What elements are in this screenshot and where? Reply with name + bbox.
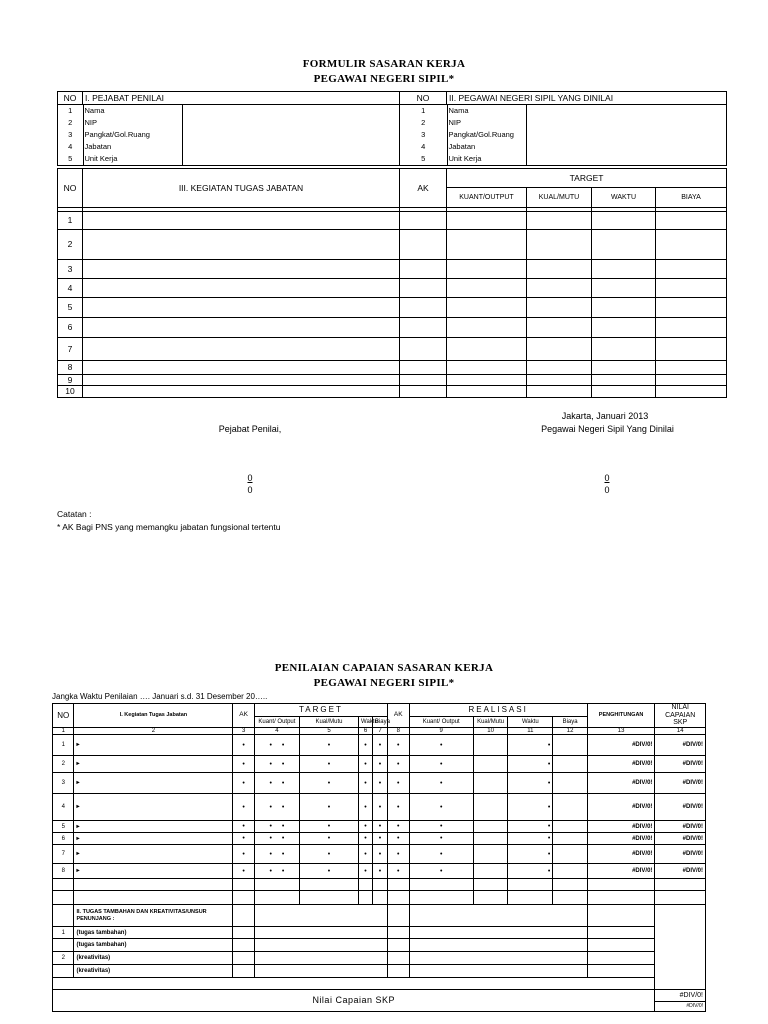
target-biaya-cell[interactable]	[372, 864, 387, 879]
target-waktu-cell[interactable]	[359, 845, 373, 864]
ak-cell[interactable]	[400, 230, 447, 260]
realisasi-waktu-cell[interactable]	[508, 794, 553, 821]
col-number: 11	[508, 728, 553, 735]
target-cell[interactable]	[592, 338, 656, 361]
target-cell[interactable]	[527, 375, 592, 386]
field-no: 2	[421, 118, 426, 128]
ak-cell[interactable]	[400, 361, 447, 375]
penghitungan-cell: #DIV/0!	[587, 773, 655, 794]
col-realisasi: REALISASI	[409, 704, 587, 717]
ak-cell[interactable]	[233, 845, 254, 864]
row-number	[53, 939, 74, 952]
col-no-right: NO	[400, 92, 447, 105]
target-biaya-cell[interactable]	[372, 735, 387, 756]
realisasi-waktu-cell[interactable]	[508, 833, 553, 845]
capaian-row	[53, 794, 706, 821]
realisasi-biaya-cell[interactable]	[553, 845, 587, 864]
activity-cell[interactable]: ▸	[74, 735, 233, 756]
target-kuant-cell[interactable]	[254, 845, 299, 864]
activity-cell[interactable]	[83, 338, 400, 361]
notes-line: * AK Bagi PNS yang memangku jabatan fungsional tertentu	[57, 522, 281, 532]
realisasi-kual-cell[interactable]	[473, 864, 507, 879]
realisasi-biaya-cell[interactable]	[553, 864, 587, 879]
ak-cell[interactable]	[400, 318, 447, 338]
realisasi-kual-cell[interactable]	[473, 821, 507, 833]
row-number: 3	[53, 773, 74, 794]
activity-cell[interactable]: ▸	[74, 821, 233, 833]
capaian-row	[53, 845, 706, 864]
realisasi-waktu-cell[interactable]	[508, 821, 553, 833]
target-cell[interactable]	[447, 386, 527, 398]
target-cell[interactable]	[656, 212, 727, 230]
ak-cell[interactable]	[400, 260, 447, 279]
target-cell[interactable]	[656, 279, 727, 298]
extra-target-cell[interactable]	[254, 939, 387, 952]
realisasi-kuant-cell[interactable]	[409, 864, 473, 879]
target-cell[interactable]	[447, 318, 527, 338]
pejabat-penilai-name: 0	[247, 473, 253, 483]
extra-target-cell[interactable]	[254, 965, 387, 978]
pns-dinilai-nip: 0	[604, 485, 610, 495]
realisasi-kual-cell[interactable]	[473, 833, 507, 845]
target-kuant-cell[interactable]	[254, 756, 299, 773]
kreativitas-label: (kreativitas)	[74, 952, 233, 965]
target-waktu-cell[interactable]	[359, 735, 373, 756]
section-tugas-tambahan: II. TUGAS TAMBAHAN DAN KREATIVITAS/UNSUR PENUNJANG :	[74, 905, 233, 927]
row-number: 2	[58, 230, 83, 260]
penghitungan-cell: #DIV/0!	[587, 833, 655, 845]
target-cell[interactable]	[592, 212, 656, 230]
ak-cell[interactable]	[400, 338, 447, 361]
realisasi-kuant-cell[interactable]	[409, 773, 473, 794]
ak-realisasi-cell[interactable]	[388, 845, 409, 864]
col-number: 12	[553, 728, 587, 735]
row-number: 9	[58, 375, 83, 386]
target-waktu-cell[interactable]	[359, 833, 373, 845]
realisasi-biaya-cell[interactable]	[553, 794, 587, 821]
capaian-row	[53, 864, 706, 879]
target-biaya: Biaya	[372, 716, 387, 727]
ak-realisasi-cell[interactable]	[388, 735, 409, 756]
activity-cell[interactable]: ▸	[74, 833, 233, 845]
realisasi-waktu-cell[interactable]	[508, 735, 553, 756]
col-number: 3	[233, 728, 254, 735]
ak-cell[interactable]	[233, 735, 254, 756]
row-number: 3	[58, 260, 83, 279]
realisasi-kual-cell[interactable]	[473, 773, 507, 794]
field-no: 3	[68, 130, 73, 140]
col-kegiatan: III. KEGIATAN TUGAS JABATAN	[83, 169, 400, 208]
kreativitas-label: (kreativitas)	[74, 965, 233, 978]
col-kual-mutu: KUAL/MUTU	[527, 188, 592, 208]
activity-cell[interactable]	[74, 891, 233, 905]
row-number: 5	[58, 298, 83, 318]
target-kual-cell[interactable]	[299, 735, 358, 756]
target-kual-cell[interactable]	[299, 756, 358, 773]
col-no: NO	[58, 169, 83, 208]
col-number: 6	[359, 728, 373, 735]
extra-target-cell[interactable]	[254, 952, 387, 965]
target-biaya-cell[interactable]	[372, 821, 387, 833]
realisasi-kual-cell[interactable]	[473, 735, 507, 756]
pejabat-penilai-nip: 0	[247, 485, 253, 495]
row-number	[53, 965, 74, 978]
target-cell[interactable]	[447, 361, 527, 375]
field-label-pangkat: Pangkat/Gol.Ruang	[83, 129, 182, 141]
capaian-row	[53, 773, 706, 794]
row-number: 6	[53, 833, 74, 845]
field-no: 4	[68, 142, 73, 152]
col-ak: AK	[400, 169, 447, 208]
nilai-cell: #DIV/0!	[655, 845, 706, 864]
ak-cell[interactable]	[400, 298, 447, 318]
row-number: 1	[58, 212, 83, 230]
capaian-row	[53, 735, 706, 756]
form2-title-line2: PEGAWAI NEGERI SIPIL*	[313, 677, 455, 689]
nilai-cell: #DIV/0!	[655, 756, 706, 773]
realisasi-kuant: Kuant/ Output	[409, 716, 473, 727]
activity-cell[interactable]: ▸	[74, 864, 233, 879]
realisasi-kuant-cell[interactable]	[409, 756, 473, 773]
target-cell[interactable]	[656, 386, 727, 398]
ak-cell[interactable]	[233, 773, 254, 794]
col-number: 9	[409, 728, 473, 735]
target-kuant-cell[interactable]	[254, 794, 299, 821]
row-number: 1	[53, 927, 74, 939]
target-waktu-cell[interactable]	[359, 864, 373, 879]
row-number: 7	[58, 338, 83, 361]
section-pejabat-penilai: I. PEJABAT PENILAI	[83, 92, 400, 105]
nilai-capaian-subvalue: #DIV/0!	[655, 1002, 706, 1012]
target-cell[interactable]	[656, 361, 727, 375]
form1-title-line2: PEGAWAI NEGERI SIPIL*	[313, 73, 455, 85]
activity-cell[interactable]	[83, 375, 400, 386]
nilai-capaian-value: #DIV/0!	[655, 990, 706, 1002]
activity-cell[interactable]: ▸	[74, 845, 233, 864]
row-number: 2	[53, 952, 74, 965]
target-cell[interactable]	[527, 338, 592, 361]
target-kual: Kual/Mutu	[299, 716, 358, 727]
target-waktu-cell[interactable]	[359, 794, 373, 821]
target-cell[interactable]	[527, 298, 592, 318]
ak-realisasi-cell[interactable]	[388, 864, 409, 879]
penghitungan-cell: #DIV/0!	[587, 845, 655, 864]
field-label-jabatan: Jabatan	[83, 141, 182, 153]
capaian-row	[53, 756, 706, 773]
realisasi-biaya-cell[interactable]	[553, 821, 587, 833]
ak-cell[interactable]	[233, 833, 254, 845]
target-biaya-cell[interactable]	[372, 756, 387, 773]
extra-realisasi-cell[interactable]	[409, 927, 587, 939]
realisasi-waktu: Waktu	[508, 716, 553, 727]
target-cell[interactable]	[656, 338, 727, 361]
target-cell[interactable]	[447, 260, 527, 279]
col-waktu: WAKTU	[592, 188, 656, 208]
target-kual-cell[interactable]	[299, 821, 358, 833]
target-waktu-cell[interactable]	[359, 821, 373, 833]
target-kual-cell[interactable]	[299, 864, 358, 879]
nilai-cell: #DIV/0!	[655, 794, 706, 821]
nilai-cell: #DIV/0!	[655, 821, 706, 833]
target-cell[interactable]	[592, 375, 656, 386]
field-no: 4	[421, 142, 426, 152]
field-label-jabatan: Jabatan	[447, 141, 526, 153]
target-cell[interactable]	[527, 230, 592, 260]
ak-cell[interactable]	[400, 386, 447, 398]
target-cell[interactable]	[656, 375, 727, 386]
target-cell[interactable]	[527, 361, 592, 375]
target-cell[interactable]	[592, 318, 656, 338]
realisasi-kual: Kual/Mutu	[473, 716, 507, 727]
activity-cell[interactable]	[83, 386, 400, 398]
realisasi-waktu-cell[interactable]	[508, 756, 553, 773]
pns-dinilai-title: Pegawai Negeri Sipil Yang Dinilai	[541, 424, 674, 434]
field-label-nip: NIP	[83, 117, 182, 129]
field-label-nip: NIP	[447, 117, 526, 129]
col-number: 14	[655, 728, 706, 735]
activity-cell[interactable]	[74, 879, 233, 891]
field-label-unit-kerja: Unit Kerja	[83, 153, 182, 165]
target-cell[interactable]	[656, 230, 727, 260]
target-cell[interactable]	[447, 212, 527, 230]
target-cell[interactable]	[527, 318, 592, 338]
target-kuant-cell[interactable]	[254, 833, 299, 845]
field-label-nama: Nama	[83, 105, 182, 117]
realisasi-kuant-cell[interactable]	[409, 821, 473, 833]
target-kuant-cell[interactable]	[254, 735, 299, 756]
ak-realisasi-cell[interactable]	[388, 794, 409, 821]
realisasi-kuant-cell[interactable]	[409, 845, 473, 864]
ak-realisasi-cell[interactable]	[388, 773, 409, 794]
target-cell[interactable]	[592, 298, 656, 318]
target-waktu: Waktu	[359, 716, 373, 727]
realisasi-kual-cell[interactable]	[473, 794, 507, 821]
identity-table	[57, 91, 727, 166]
target-kual-cell[interactable]	[299, 773, 358, 794]
col-no: NO	[53, 704, 74, 728]
activity-cell[interactable]	[83, 318, 400, 338]
penghitungan-cell: #DIV/0!	[587, 864, 655, 879]
col-number: 10	[473, 728, 507, 735]
row-number: 4	[53, 794, 74, 821]
ak-cell[interactable]	[400, 212, 447, 230]
activity-cell[interactable]	[83, 212, 400, 230]
realisasi-biaya-cell[interactable]	[553, 833, 587, 845]
target-kuant: Kuant/ Output	[254, 716, 299, 727]
field-label-pangkat: Pangkat/Gol.Ruang	[447, 129, 526, 141]
nilai-capaian-label: Nilai Capaian SKP	[53, 990, 655, 1012]
nilai-cell: #DIV/0!	[655, 773, 706, 794]
col-number: 5	[299, 728, 358, 735]
activity-cell[interactable]	[83, 279, 400, 298]
row-number: 5	[53, 821, 74, 833]
target-cell[interactable]	[592, 260, 656, 279]
target-cell[interactable]	[527, 212, 592, 230]
row-number: 6	[58, 318, 83, 338]
target-cell[interactable]	[527, 260, 592, 279]
pejabat-penilai-values[interactable]	[183, 105, 400, 166]
form1-title-line1: FORMULIR SASARAN KERJA	[302, 58, 466, 70]
capaian-row	[53, 833, 706, 845]
target-cell[interactable]	[447, 279, 527, 298]
target-kuant-cell[interactable]	[254, 864, 299, 879]
target-cell[interactable]	[592, 361, 656, 375]
penghitungan-cell: #DIV/0!	[587, 794, 655, 821]
realisasi-waktu-cell[interactable]	[508, 864, 553, 879]
target-cell[interactable]	[592, 279, 656, 298]
col-no-left: NO	[58, 92, 83, 105]
activity-cell[interactable]	[83, 230, 400, 260]
col-nilai-capaian: NILAI CAPAIAN SKP	[655, 704, 706, 728]
extra-target-cell[interactable]	[254, 927, 387, 939]
field-no: 1	[68, 106, 73, 116]
col-number: 7	[372, 728, 387, 735]
target-biaya-cell[interactable]	[372, 794, 387, 821]
nilai-cell: #DIV/0!	[655, 864, 706, 879]
target-cell[interactable]	[592, 386, 656, 398]
ak-realisasi-cell[interactable]	[388, 821, 409, 833]
activity-cell[interactable]: ▸	[74, 794, 233, 821]
col-number: 13	[587, 728, 655, 735]
ak-cell[interactable]	[400, 375, 447, 386]
activity-cell[interactable]	[83, 298, 400, 318]
activity-cell[interactable]	[83, 361, 400, 375]
form2-title-line1: PENILAIAN CAPAIAN SASARAN KERJA	[274, 662, 494, 674]
row-number: 1	[53, 735, 74, 756]
target-waktu-cell[interactable]	[359, 773, 373, 794]
col-number: 4	[254, 728, 299, 735]
capaian-row	[53, 821, 706, 833]
field-no: 3	[421, 130, 426, 140]
field-no: 5	[421, 154, 426, 164]
tugas-tambahan-label: (tugas tambahan)	[74, 927, 233, 939]
target-cell[interactable]	[656, 260, 727, 279]
target-biaya-cell[interactable]	[372, 833, 387, 845]
realisasi-kual-cell[interactable]	[473, 756, 507, 773]
extra-realisasi-cell[interactable]	[409, 965, 587, 978]
row-number: 8	[58, 361, 83, 375]
col-ak: AK	[233, 704, 254, 728]
row-number: 4	[58, 279, 83, 298]
col-target: TARGET	[447, 169, 727, 188]
target-cell[interactable]	[527, 386, 592, 398]
field-label-unit-kerja: Unit Kerja	[447, 153, 526, 165]
pns-dinilai-values[interactable]	[527, 105, 727, 166]
target-cell[interactable]	[592, 230, 656, 260]
target-kual-cell[interactable]	[299, 833, 358, 845]
target-cell[interactable]	[447, 375, 527, 386]
period-label: Jangka Waktu Penilaian …. Januari s.d. 31 Desember 20…..	[52, 692, 268, 701]
pns-dinilai-name: 0	[604, 473, 610, 483]
ak-cell[interactable]	[233, 864, 254, 879]
field-no: 2	[68, 118, 73, 128]
col-target: TARGET	[254, 704, 387, 717]
ak-realisasi-cell[interactable]	[388, 756, 409, 773]
realisasi-kuant-cell[interactable]	[409, 833, 473, 845]
col-kuant-output: KUANT/OUTPUT	[447, 188, 527, 208]
ak-cell[interactable]	[233, 821, 254, 833]
target-cell[interactable]	[656, 318, 727, 338]
target-kuant-cell[interactable]	[254, 821, 299, 833]
row-number: 7	[53, 845, 74, 864]
activity-cell[interactable]: ▸	[74, 773, 233, 794]
col-biaya: BIAYA	[656, 188, 727, 208]
target-kual-cell[interactable]	[299, 845, 358, 864]
realisasi-biaya: Biaya	[553, 716, 587, 727]
capaian-table	[52, 703, 706, 1012]
tugas-tambahan-label: (tugas tambahan)	[74, 939, 233, 952]
nilai-cell: #DIV/0!	[655, 833, 706, 845]
activity-cell[interactable]: ▸	[74, 756, 233, 773]
field-no: 5	[68, 154, 73, 164]
extra-realisasi-cell[interactable]	[409, 952, 587, 965]
target-waktu-cell[interactable]	[359, 756, 373, 773]
place-date: Jakarta, Januari 2013	[561, 411, 649, 421]
col-penghitungan: PENGHITUNGAN	[587, 704, 655, 728]
extra-realisasi-cell[interactable]	[409, 939, 587, 952]
target-biaya-cell[interactable]	[372, 845, 387, 864]
row-number: 8	[53, 864, 74, 879]
penghitungan-cell: #DIV/0!	[587, 756, 655, 773]
target-cell[interactable]	[527, 279, 592, 298]
ak-cell[interactable]	[233, 794, 254, 821]
realisasi-biaya-cell[interactable]	[553, 735, 587, 756]
realisasi-waktu-cell[interactable]	[508, 845, 553, 864]
realisasi-kuant-cell[interactable]	[409, 794, 473, 821]
pejabat-penilai-title: Pejabat Penilai,	[218, 424, 282, 434]
penghitungan-cell: #DIV/0!	[587, 735, 655, 756]
target-kuant-cell[interactable]	[254, 773, 299, 794]
field-no: 1	[421, 106, 426, 116]
target-cell[interactable]	[447, 338, 527, 361]
notes-heading: Catatan :	[57, 509, 92, 519]
realisasi-biaya-cell[interactable]	[553, 756, 587, 773]
realisasi-kuant-cell[interactable]	[409, 735, 473, 756]
col-kegiatan: I. Kegiatan Tugas Jabatan	[74, 704, 233, 728]
ak-cell[interactable]	[233, 756, 254, 773]
section-pns-dinilai: II. PEGAWAI NEGERI SIPIL YANG DINILAI	[447, 92, 727, 105]
penghitungan-cell: #DIV/0!	[587, 821, 655, 833]
realisasi-biaya-cell[interactable]	[553, 773, 587, 794]
target-kual-cell[interactable]	[299, 794, 358, 821]
realisasi-kual-cell[interactable]	[473, 845, 507, 864]
target-cell[interactable]	[656, 298, 727, 318]
col-number: 8	[388, 728, 409, 735]
target-cell[interactable]	[447, 230, 527, 260]
col-number: 1	[53, 728, 74, 735]
col-ak-realisasi: AK	[388, 704, 409, 728]
nilai-cell: #DIV/0!	[655, 735, 706, 756]
ak-realisasi-cell[interactable]	[388, 833, 409, 845]
col-number: 2	[74, 728, 233, 735]
realisasi-waktu-cell[interactable]	[508, 773, 553, 794]
row-number: 10	[58, 386, 83, 398]
target-biaya-cell[interactable]	[372, 773, 387, 794]
activity-cell[interactable]	[83, 260, 400, 279]
row-number: 2	[53, 756, 74, 773]
field-label-nama: Nama	[447, 105, 526, 117]
activities-table	[57, 168, 727, 398]
target-cell[interactable]	[447, 298, 527, 318]
ak-cell[interactable]	[400, 279, 447, 298]
